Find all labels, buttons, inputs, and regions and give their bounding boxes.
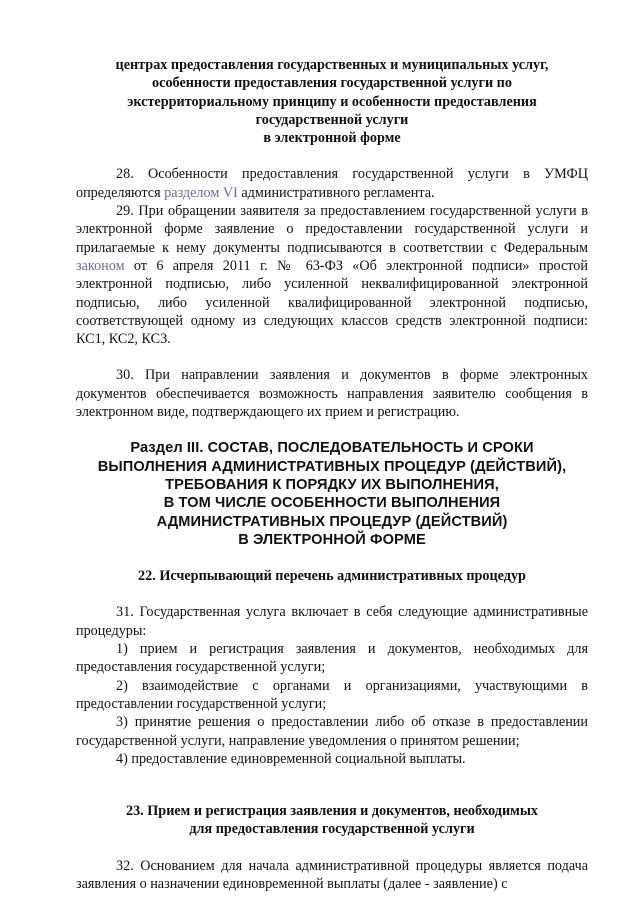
subsection-title-line: 23. Прием и регистрация заявления и документов, необходимых <box>125 803 538 820</box>
list-item: 4) предоставление единовременной социальной выплаты. <box>116 750 466 767</box>
list-item: 2) взаимодействие с органами и организациями, участвующими в предоставлении государственной услуги; <box>76 677 588 712</box>
link-federal-law[interactable]: законом <box>76 257 125 274</box>
subsection-23-title <box>76 802 588 839</box>
heading-line: экстерриториальному принципу и особенности предоставления <box>127 93 537 110</box>
section-title-line: АДМИНИСТРАТИВНЫХ ПРОЦЕДУР (ДЕЙСТВИЙ) <box>156 513 508 530</box>
paragraph-29 <box>76 202 588 348</box>
heading-line: государственной услуги <box>255 111 409 128</box>
section-title-line: В ТОМ ЧИСЛЕ ОСОБЕННОСТИ ВЫПОЛНЕНИЯ <box>163 495 501 512</box>
subsection-22-title: 22. Исчерпывающий перечень административных процедур <box>138 568 526 585</box>
subsection-title-line: для предоставления государственной услуги <box>189 821 475 838</box>
paragraph-28 <box>76 165 588 202</box>
paragraph-text: 29. При обращении заявителя за предоставлением государственной услуги в электронной форме заявление о предоставлении государственной услуги и прилагаемые к нему документы подписываются в соответствии с Федеральным <box>76 203 588 256</box>
list-item: 1) прием и регистрация заявления и документов, необходимых для предоставления государственной услуги; <box>76 641 588 676</box>
paragraph-text: 28. Особенности предоставления государственной услуги в УМФЦ определяются <box>76 166 588 201</box>
heading-line: центрах предоставления государственных и муниципальных услуг, <box>115 57 549 73</box>
paragraph-text: от 6 апреля 2011 г. № 63-ФЗ «Об электронной подписи» простой электронной подписью, либо усиленной неквалифицированной электронной подписью, либо усиленной квалифицированной электронной подписью, соответствующей одному из следующих классов средств электронной подписи: КС1, КС2, КС3. <box>76 257 588 348</box>
section-heading-top <box>76 56 588 147</box>
paragraph-31-intro: 31. Государственная услуга включает в себя следующие административные процедуры: <box>76 604 588 639</box>
list-item: 3) принятие решения о предоставлении либо об отказе в предоставлении государственной услуги, направление уведомления о принятом решении; <box>76 714 588 749</box>
paragraph-30: 30. При направлении заявления и документов в форме электронных документов обеспечивается возможность направления заявителю сообщения в электронном виде, подтверждающего их прием и регистрацию. <box>76 367 588 421</box>
section-title-line: ТРЕБОВАНИЯ К ПОРЯДКУ ИХ ВЫПОЛНЕНИЯ, <box>165 476 499 493</box>
heading-line: особенности предоставления государственной услуги по <box>152 75 512 92</box>
section-iii-title <box>76 439 588 549</box>
section-title-line: ВЫПОЛНЕНИЯ АДМИНИСТРАТИВНЫХ ПРОЦЕДУР (ДЕЙСТВИЙ), <box>97 458 567 475</box>
paragraph-text: административного регламента. <box>237 184 435 201</box>
heading-line: в электронной форме <box>263 130 401 147</box>
section-title-line: В ЭЛЕКТРОННОЙ ФОРМЕ <box>238 531 426 548</box>
paragraph-32: 32. Основанием для начала административной процедуры является подача заявления о назначении единовременной выплаты (далее - заявление) с <box>76 857 588 892</box>
document-body <box>76 56 588 893</box>
section-title-line: Раздел III. СОСТАВ, ПОСЛЕДОВАТЕЛЬНОСТЬ И СРОКИ <box>130 440 534 457</box>
link-section-vi[interactable]: разделом VI <box>164 184 238 201</box>
